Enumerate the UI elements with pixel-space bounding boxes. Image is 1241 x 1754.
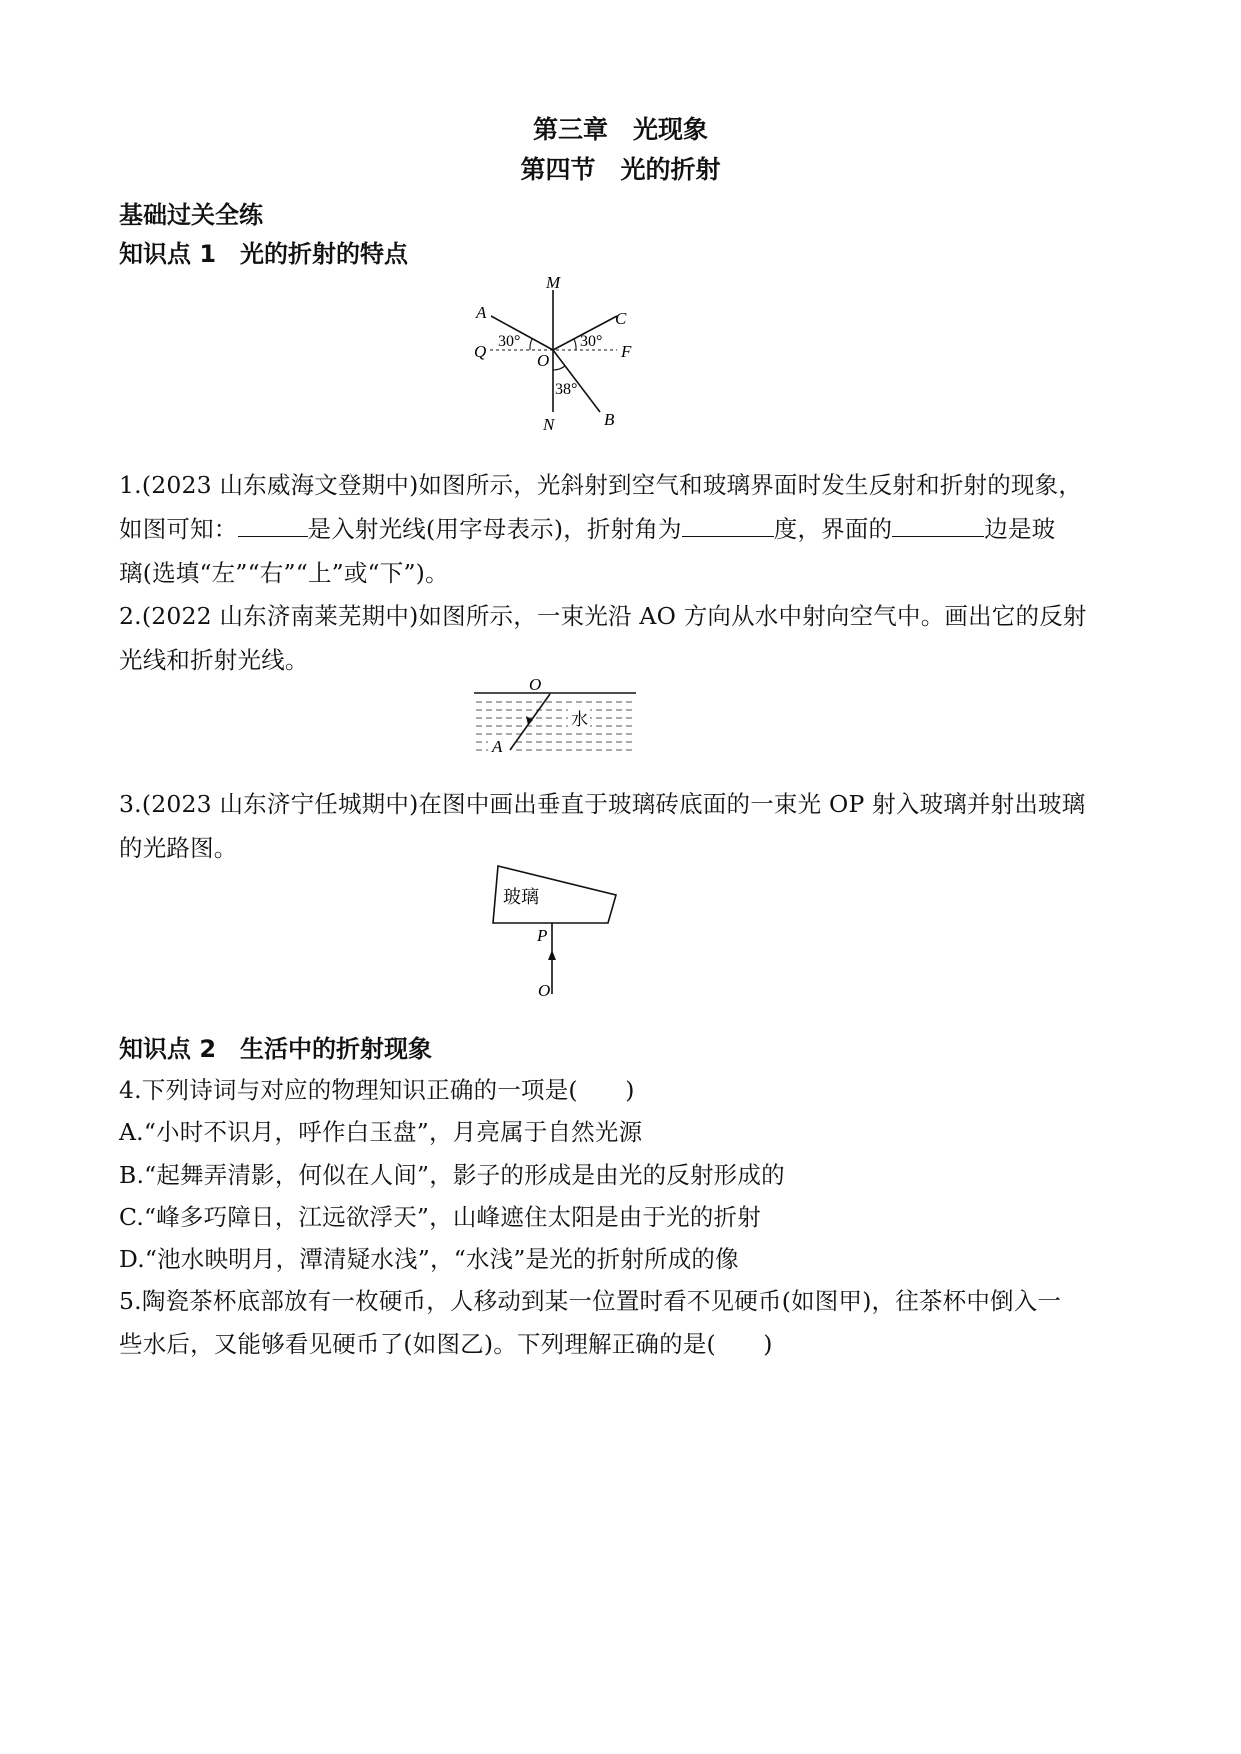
label-q: Q <box>474 342 487 361</box>
chapter-title: 第三章 光现象 <box>532 115 708 144</box>
label-p: P <box>537 926 548 945</box>
q1-text-c: 度，界面的 <box>773 515 893 543</box>
water-diagram <box>470 674 640 760</box>
angle-label-right: 30° <box>580 333 603 350</box>
angle-label-left: 30° <box>498 333 521 350</box>
label-a: A <box>492 737 503 756</box>
label-f: F <box>621 342 632 361</box>
q1-text-a: 如图可知： <box>119 515 238 543</box>
refraction-diagram-1 <box>470 268 650 438</box>
angle-arc-left <box>530 339 532 350</box>
q4-option-c[interactable]: C.“峰多巧障日，江远欲浮天”，山峰遮住太阳是由于光的折射 <box>119 1203 761 1231</box>
angle-arc-bottom <box>553 366 565 370</box>
q3-line-1: 3.(2023 山东济宁任城期中)在图中画出垂直于玻璃砖底面的一束光 OP 射入玻璃并射出玻璃 <box>119 790 1086 818</box>
q1-line-2 <box>119 510 1055 544</box>
part-heading: 基础过关全练 <box>119 201 263 229</box>
label-glass: 玻璃 <box>503 887 539 907</box>
angle-arc-right <box>574 339 576 350</box>
label-b: B <box>604 410 615 429</box>
knowledge-point-1-heading: 知识点 1 光的折射的特点 <box>119 240 409 268</box>
answer-blank-incident-ray[interactable] <box>238 514 308 537</box>
label-water: 水 <box>571 710 588 729</box>
label-o: O <box>537 351 550 370</box>
q3-line-2: 的光路图。 <box>119 834 238 862</box>
q1-text-b: 是入射光线(用字母表示)，折射角为 <box>307 515 682 543</box>
q4-stem: 4.下列诗词与对应的物理知识正确的一项是( ) <box>119 1076 635 1104</box>
label-a: A <box>476 303 487 322</box>
label-m: M <box>546 273 561 292</box>
angle-label-bottom: 38° <box>555 381 578 398</box>
answer-blank-glass-side[interactable] <box>892 514 984 537</box>
label-o: O <box>529 675 542 694</box>
q1-text-d: 边是玻 <box>984 515 1056 543</box>
q4-option-b[interactable]: B.“起舞弄清影，何似在人间”，影子的形成是由光的反射形成的 <box>119 1161 785 1189</box>
ray-op-arrow <box>548 950 556 960</box>
q1-line-1: 1.(2023 山东威海文登期中)如图所示，光斜射到空气和玻璃界面时发生反射和折射的现象， <box>119 471 1083 499</box>
q5-line-1: 5.陶瓷茶杯底部放有一枚硬币，人移动到某一位置时看不见硬币(如图甲)，往茶杯中倒入一 <box>119 1287 1062 1315</box>
q4-option-a[interactable]: A.“小时不识月，呼作白玉盘”，月亮属于自然光源 <box>119 1118 643 1146</box>
label-c: C <box>615 309 627 328</box>
glass-brick-diagram <box>484 860 624 1000</box>
section-title: 第四节 光的折射 <box>520 155 721 184</box>
q5-line-2: 些水后，又能够看见硬币了(如图乙)。下列理解正确的是( ) <box>119 1330 773 1358</box>
knowledge-point-2-heading: 知识点 2 生活中的折射现象 <box>119 1035 433 1063</box>
q2-line-2: 光线和折射光线。 <box>119 646 309 674</box>
q1-line-3: 璃(选填“左”“右”“上”或“下”)。 <box>119 559 449 587</box>
q4-option-d[interactable]: D.“池水映明月，潭清疑水浅”，“水浅”是光的折射所成的像 <box>119 1245 739 1273</box>
label-o: O <box>538 981 551 1000</box>
q2-line-1: 2.(2022 山东济南莱芜期中)如图所示，一束光沿 AO 方向从水中射向空气中。画出它的反射 <box>119 602 1087 630</box>
label-n: N <box>543 415 555 434</box>
answer-blank-refraction-angle[interactable] <box>682 514 774 537</box>
